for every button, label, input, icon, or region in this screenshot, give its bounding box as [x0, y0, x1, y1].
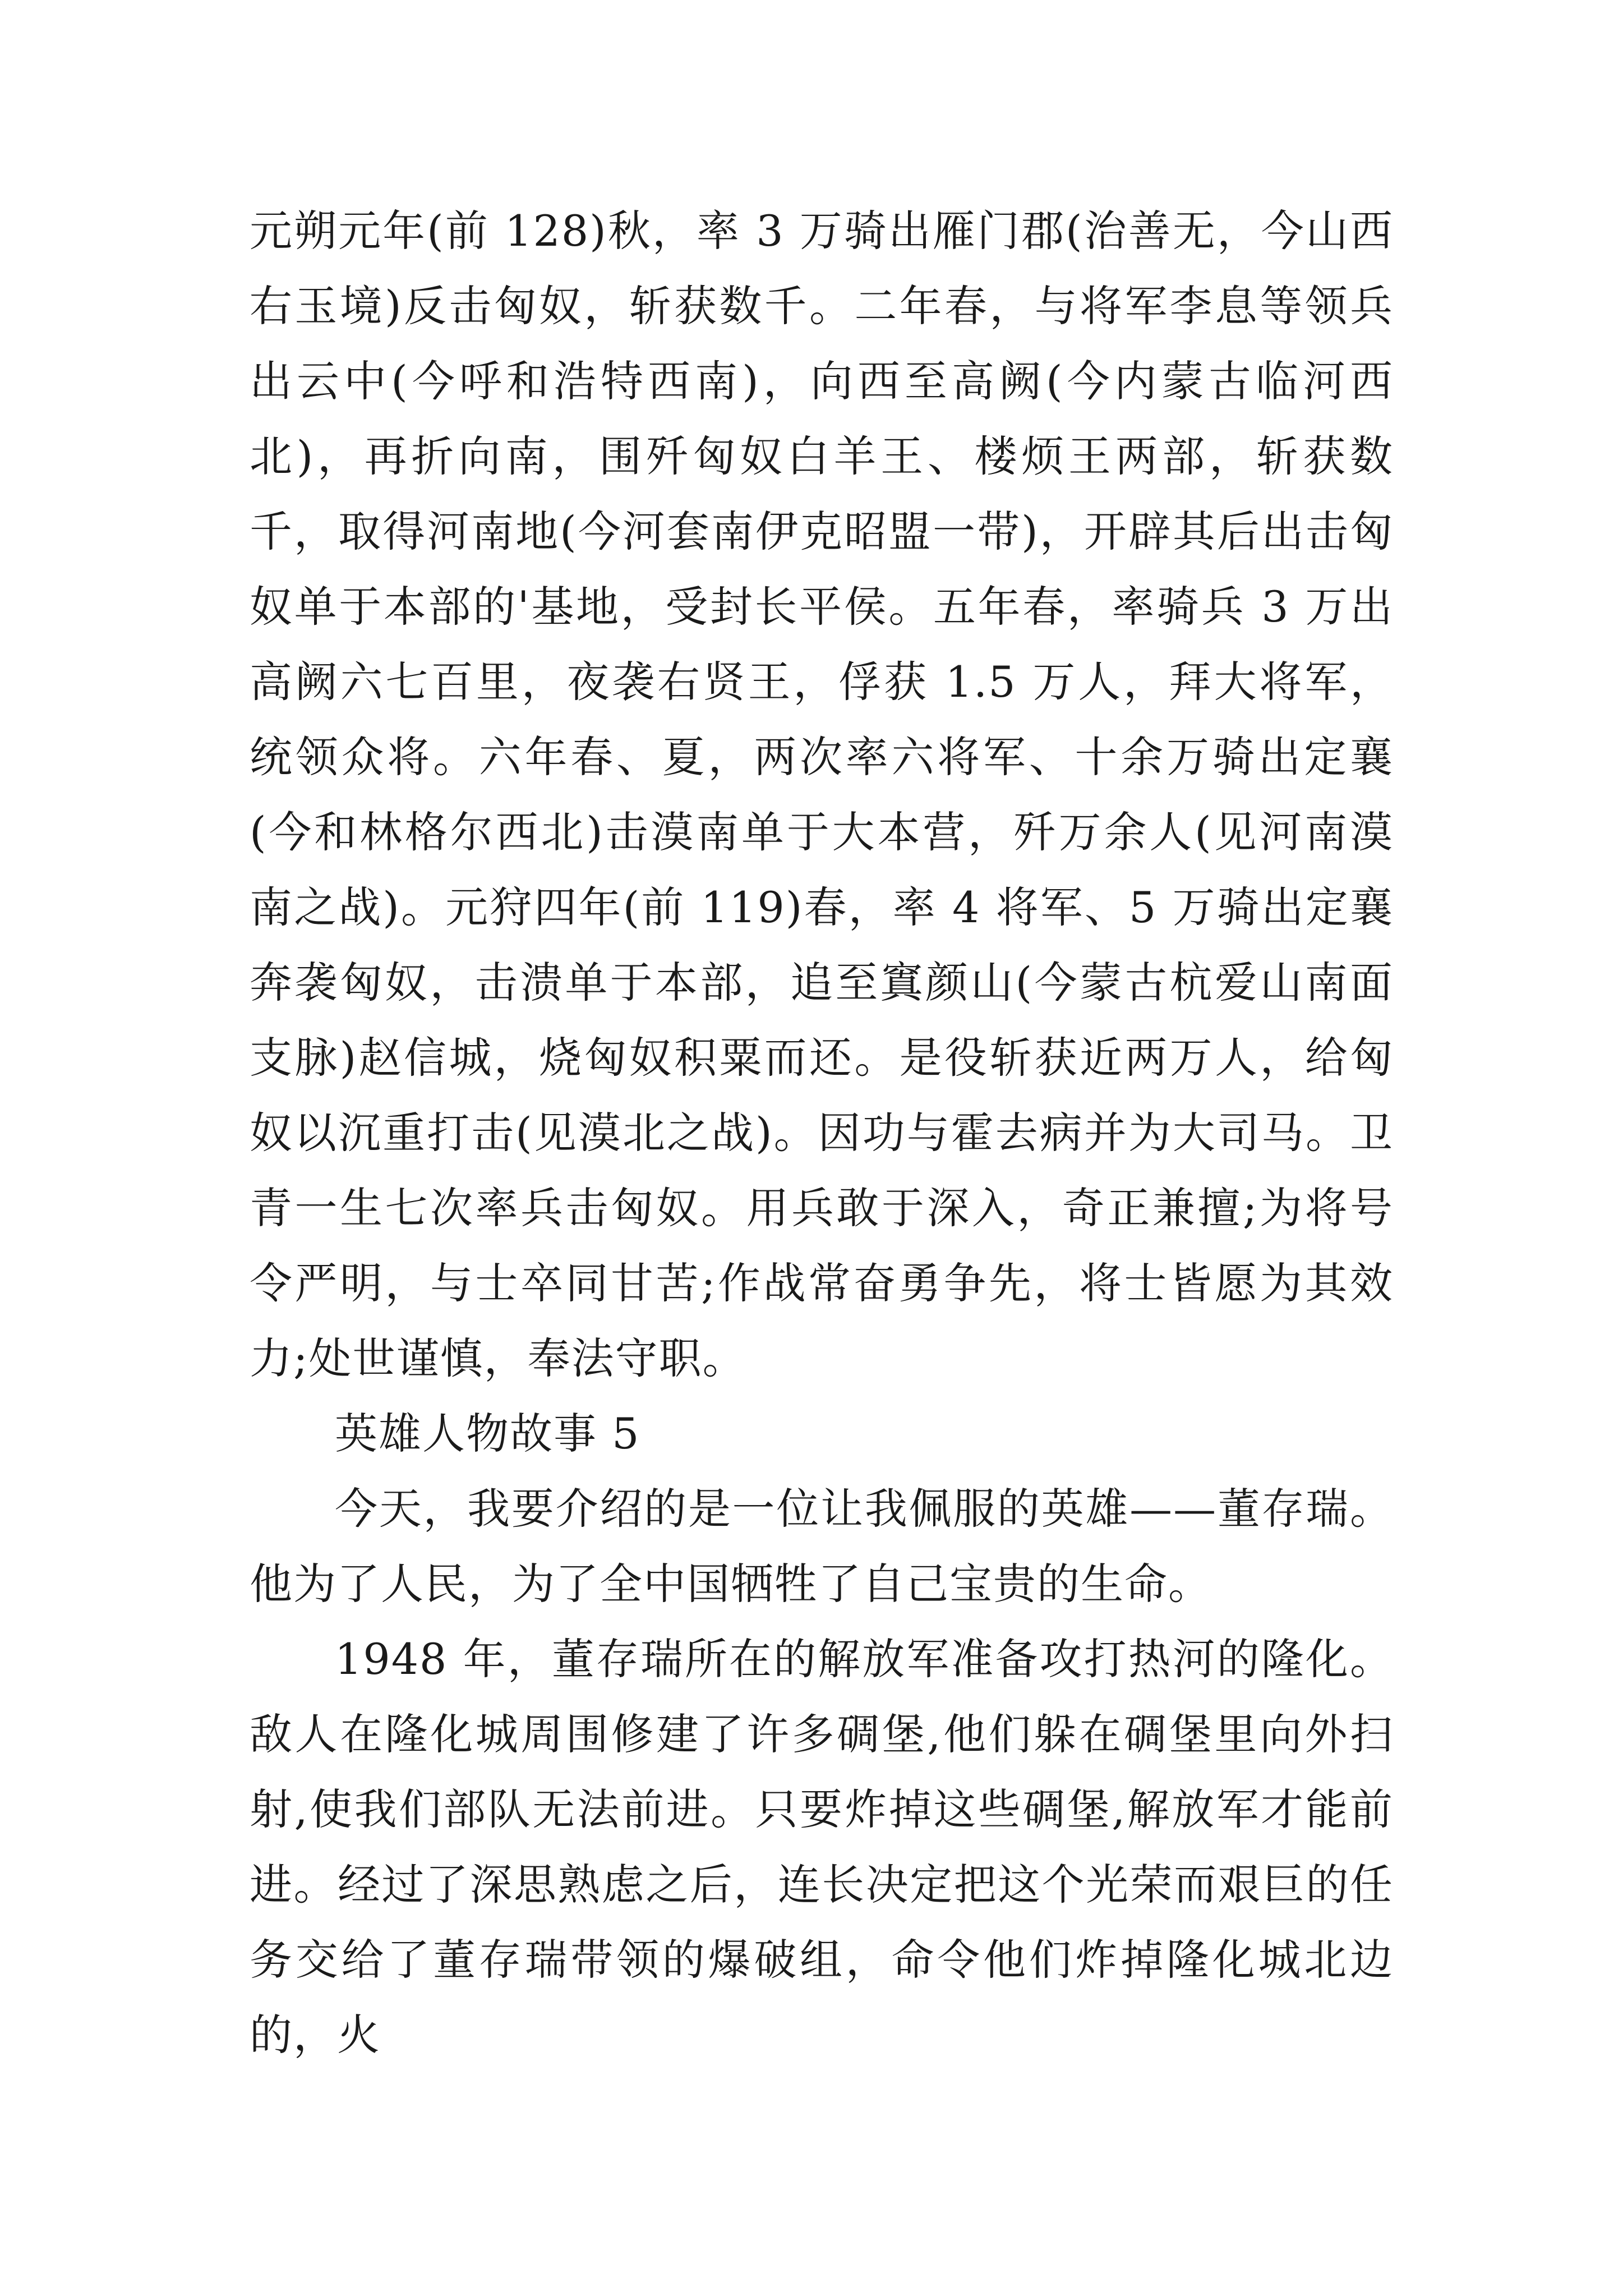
document-body: [250, 194, 1394, 2073]
section-heading: 英雄人物故事 5: [335, 1409, 640, 1458]
paragraph-weiqing-biography: 元朔元年(前 128)秋，率 3 万骑出雁门郡(治善无，今山西右玉境)反击匈奴，斩获数千。二年春，与将军李息等领兵出云中(今呼和浩特西南)，向西至高阙(今内蒙古临河西北)，再折向南，围歼匈奴白羊王、楼烦王两部，斩获数千，取得河南地(今河套南伊克昭盟一带)，开辟其后出击匈奴单于本部的'基地，受封长平侯。五年春，率骑兵 3 万出高阙六七百里，夜袭右贤王，俘获 1.5 万人，拜大将军，统领众将。六年春、夏，两次率六将军、十余万骑出定襄(今和林格尔西北)击漠南单于大本营，歼万余人(见河南漠南之战)。元狩四年(前 119)春，率 4 将军、5 万骑出定襄奔袭匈奴，击溃单于本部，追至窴颜山(今蒙古杭爱山南面支脉)赵信城，烧匈奴积粟而还。是役斩获近两万人，给匈奴以沉重打击(见漠北之战)。因功与霍去病并为大司马。卫青一生七次率兵击匈奴。用兵敢于深入，奇正兼擅;为将号令严明，与士卒同甘苦;作战常奋勇争先，将士皆愿为其效力;处世谨慎，奉法守职。: [250, 206, 1394, 1383]
paragraph-dongcunrui-story: 1948 年，董存瑞所在的解放军准备攻打热河的隆化。敌人在隆化城周围修建了许多碉堡,他们躲在碉堡里向外扫射,使我们部队无法前进。只要炸掉这些碉堡,解放军才能前进。经过了深思熟虑之后，连长决定把这个光荣而艰巨的任务交给了董存瑞带领的爆破组，命令他们炸掉隆化城北边的，火: [250, 1634, 1394, 2060]
paragraph-dongcunrui-intro: 今天，我要介绍的是一位让我佩服的英雄——董存瑞。他为了人民，为了全中国牺牲了自己宝贵的生命。: [250, 1484, 1394, 1609]
